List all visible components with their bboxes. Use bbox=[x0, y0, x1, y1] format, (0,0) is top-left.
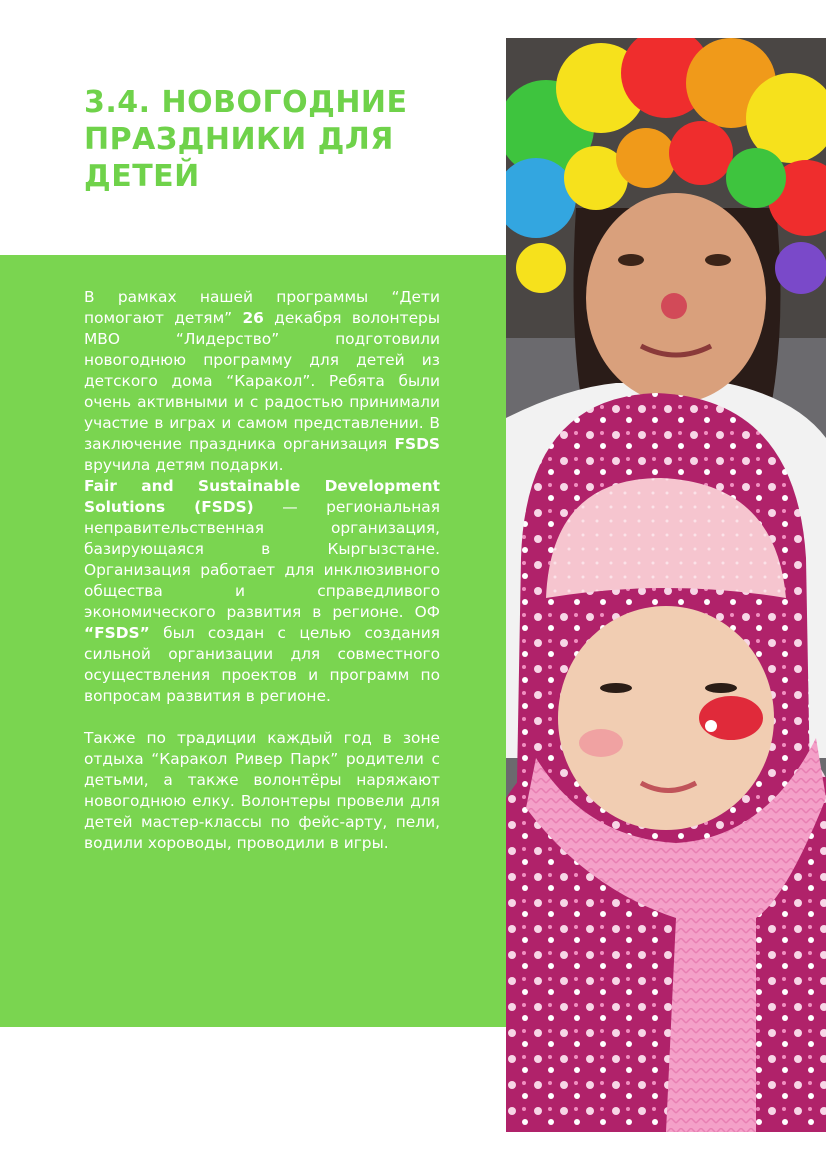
paragraph-3: Также по традиции каждый год в зоне отдыха “Каракол Ривер Парк” родители с детьми, а также волонтёры наряжают новогоднюю елку. Волонтеры провели для детей мастер-классы по фейс-арту, пели, водили хороводы, проводили в игры. bbox=[84, 729, 440, 852]
section-number: 3.4. bbox=[84, 85, 151, 120]
article-body bbox=[84, 287, 440, 854]
paragraph-2: Fair and Sustainable Development Solutions (FSDS) — региональная неправительственная организация, базирующаяся в Кыргызстане. Организация работает для инклюзивного общества и справедливого экономического развития в регионе. ОФ “FSDS” был создан с целью создания сильной организации для совместного осуществления проектов и программ по вопросам развития в регионе. bbox=[84, 477, 440, 705]
section-title: НОВОГОДНИЕ ПРАЗДНИКИ ДЛЯ ДЕТЕЙ bbox=[84, 85, 408, 194]
paragraph-1: В рамках нашей программы “Дети помогают детям” 26 декабря волонтеры МВО “Лидерство” подготовили новогоднюю программу для детей из детского дома “Каракол”. Ребята были очень активными и с радостью принимали участие в играх и самом представлении. В заключение праздника организация FSDS вручила детям подарки. bbox=[84, 288, 440, 474]
page-title bbox=[84, 84, 444, 195]
children-photo bbox=[506, 38, 826, 1132]
